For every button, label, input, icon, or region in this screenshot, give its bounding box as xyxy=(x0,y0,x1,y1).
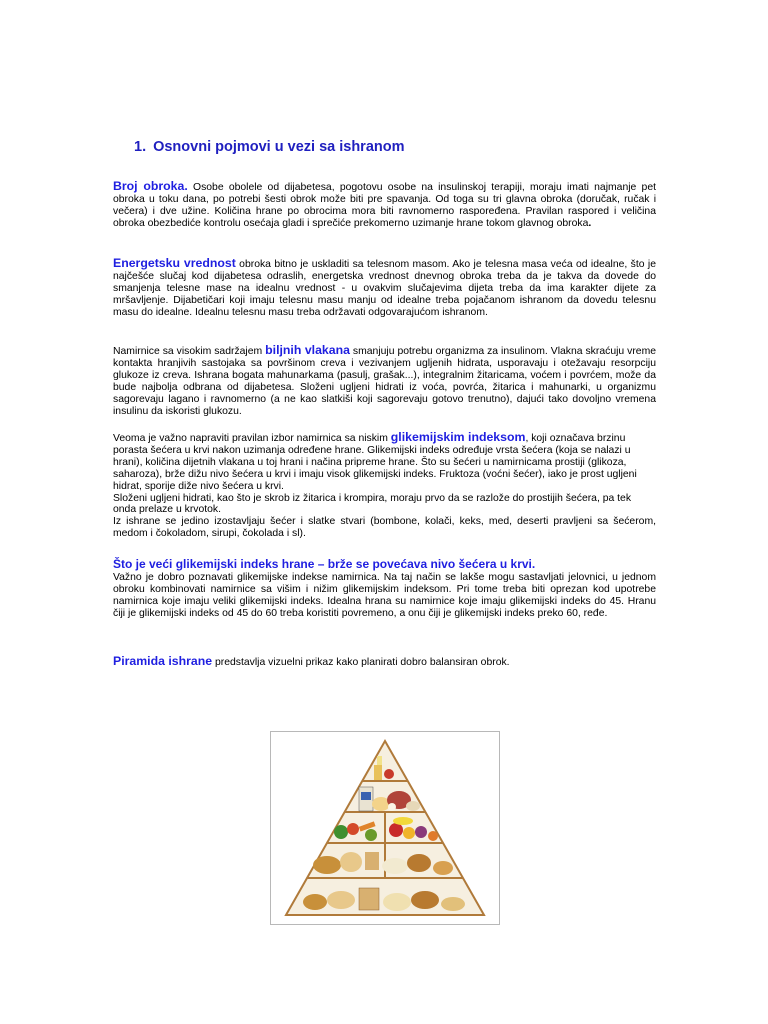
food-pyramid-image xyxy=(270,731,500,925)
paragraph-text: Veoma je važno napraviti pravilan izbor namirnica sa niskim xyxy=(113,433,391,444)
term-glycemic-index: glikemijskim indeksom xyxy=(390,430,526,444)
paragraph-meal-count xyxy=(113,181,656,230)
paragraph-end: . xyxy=(588,217,592,229)
paragraph-text: smanjuju potrebu organizma za insulinom. Vlakna skraćuju vreme kontakta hranjivih sastojaka sa površinom creva i vezivanjem ugljenih hidrata, usporavaju i otežavaju resorpciju glukoze iz creva. Ishrana bogata mahunarkama (pasulj, grašak...), integralnim žitaricama, voćem i povrćem, može da bude najbolja odbrana od dijabetesa. Složeni ugljeni hidrati iz voća, povrća, žitarica i mahunarki, u organizmu sagorevaju lagano i ravnomerno (a ne kao slatkiši koji sagorevaju gotovo trenutno), dajući tako dovoljno vremena insulinu da iskoristi glukozu. xyxy=(113,346,657,417)
paragraph-text: , koji označava brzinu porasta šećera u krvi nakon uzimanja određene hrane. Glikemijski indeks određuje vrsta šećera (koja se nalazi u hrani), količina dijetnih vlakana u toj hrani i načina pripreme hrane. Što su šećeri u namirnicama prostiji (glikoza, saharoza), brže dižu nivo šećera u krvi i imaju visok glikemijski indeks. Fruktoza (voćni šećer), iako je prost ugljeni hidrat, sporije diže nivo šećera u krvi. xyxy=(113,433,637,492)
paragraph-text: Namirnice sa visokim sadržajem xyxy=(113,346,266,357)
term-fiber: biljnih vlakana xyxy=(265,343,350,357)
term-energy-value: Energetsku vrednost xyxy=(113,256,236,270)
paragraph-text: Važno je dobro poznavati glikemijske indekse namirnica. Na taj način se lakše mogu sastavljati jelovnici, u jednom obroku kombinovati namirnice sa višim i nižim glikemijskim indeksom. Pri tome treba biti oprezan kod upotrebe namirnica koje imaju veliki glikemijski indeks. Idealna hrana su namirnice koje imaju glikemijski indeks do 45. Hranu čiji je glikemijski indeks od 45 do 60 treba koristiti povremeno, a onu čiji je glikemijski indeks preko 60, ređe. xyxy=(113,572,656,619)
term-food-pyramid: Piramida ishrane xyxy=(113,654,213,668)
paragraph-glycemic-usage xyxy=(113,572,656,620)
paragraph-text: obroka bitno je uskladiti sa telesnom masom. Ako je telesna masa veća od idealne, što je najčešće slučaj kod dijabetesa odraslih, energetska vrednost dnevnog obroka treba da je takva da dovede do smanjenja telesne mase na idealnu vrednost - u ovakvim slučajevima dijeta treba da ima karakter dijete za mršavljenje. Dijabetičari koji imaju telesnu masu manju od idealne treba pojačanom ishranom da dovedu telesnu masu do idealne. Idealnu telesnu masu treba održavati odgovarajućom ishranom. xyxy=(113,259,656,318)
paragraph-food-pyramid xyxy=(113,656,656,669)
paragraph-line: Iz ishrane se jedino izostavljaju šećer i slatke stvari (bombone, kolači, keks, med, deserti pravljeni sa šećerom, medom i čokoladom, sirupi, čokolada i sl). xyxy=(113,516,656,540)
paragraph-energy-value xyxy=(113,258,656,319)
paragraph-text: Osobe obolele od dijabetesa, pogotovu osobe na insulinskoj terapiji, moraju imati najmanje pet obroka u toku dana, po potrebi šesti obrok može biti pre spavanja. Od toga su tri glavna obroka (doručak, ručak i večera) i dve užine. Količina hrane po obrocima mora biti ravnomerno raspoređena. Pravilan raspored i veličina obroka obezbediće kontrolu osećaja gladi i sprečiće prekomerno uzimanje hrane tokom glavnog obroka xyxy=(113,182,656,229)
paragraph-line: Složeni ugljeni hidrati, kao što je skrob iz žitarica i krompira, moraju prvo da se razlože do prostijih šećera, pa tek onda prelaze u krvotok. xyxy=(113,492,632,516)
term-meal-count: Broj obroka. xyxy=(113,179,188,193)
heading-title: Osnovni pojmovi u vezi sa ishranom xyxy=(153,139,405,155)
paragraph-fiber xyxy=(113,345,656,417)
paragraph-text: predstavlja vizuelni prikaz kako planirati dobro balansiran obrok. xyxy=(212,657,510,668)
heading-number: 1. xyxy=(134,139,147,155)
food-pyramid-illustration xyxy=(271,732,499,924)
paragraph-glycemic-index xyxy=(113,432,656,540)
section-heading xyxy=(134,139,405,155)
glycemic-subheading: Što je veći glikemijski indeks hrane – brže se povećava nivo šećera u krvi. xyxy=(113,557,536,571)
